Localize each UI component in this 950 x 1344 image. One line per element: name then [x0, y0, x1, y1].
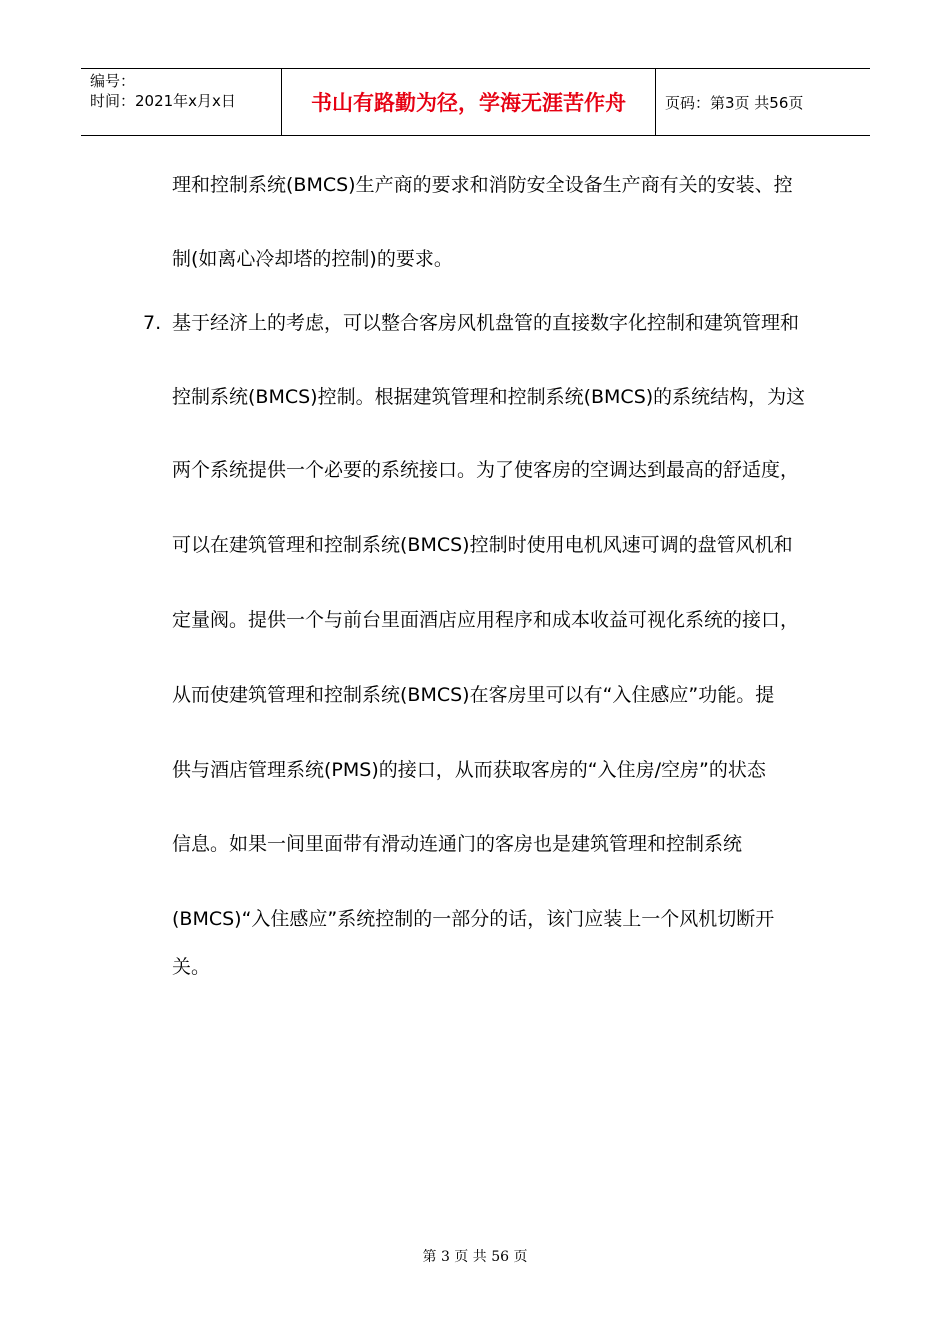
document-date-label: 时间：2021年x月x日 — [90, 92, 236, 110]
page-header — [81, 68, 870, 136]
header-page-label: 页码：第3页 共56页 — [665, 93, 804, 112]
body-text-line: 供与酒店管理系统(PMS)的接口，从而获取客房的“入住房/空房”的状态 — [172, 759, 766, 781]
body-text-line: 可以在建筑管理和控制系统(BMCS)控制时使用电机风速可调的盘管风机和 — [172, 534, 793, 556]
header-left-cell — [90, 71, 236, 111]
page-footer: 第 3 页 共 56 页 — [422, 1249, 528, 1265]
list-item-number: 7. — [143, 312, 162, 334]
body-text-line: 制(如离心冷却塔的控制)的要求。 — [172, 248, 453, 270]
body-text-line: 理和控制系统(BMCS)生产商的要求和消防安全设备生产商有关的安装、控 — [172, 174, 793, 196]
body-text-line: 控制系统(BMCS)控制。根据建筑管理和控制系统(BMCS)的系统结构，为这 — [172, 386, 806, 408]
body-text-line: 定量阀。提供一个与前台里面酒店应用程序和成本收益可视化系统的接口， — [172, 609, 800, 631]
body-text-line: (BMCS)“入住感应”系统控制的一部分的话，该门应装上一个风机切断开 — [172, 908, 775, 930]
header-divider — [655, 69, 656, 135]
header-motto: 书山有路勤为径，学海无涯苦作舟 — [311, 91, 626, 115]
document-number-label: 编号： — [90, 72, 136, 90]
body-text-line: 从而使建筑管理和控制系统(BMCS)在客房里可以有“入住感应”功能。提 — [172, 684, 775, 706]
body-text-line: 基于经济上的考虑，可以整合客房风机盘管的直接数字化控制和建筑管理和 — [172, 312, 800, 334]
body-text-line: 关。 — [172, 956, 211, 978]
body-text-line: 信息。如果一间里面带有滑动连通门的客房也是建筑管理和控制系统 — [172, 833, 743, 855]
body-text-line: 两个系统提供一个必要的系统接口。为了使客房的空调达到最高的舒适度， — [172, 459, 800, 481]
